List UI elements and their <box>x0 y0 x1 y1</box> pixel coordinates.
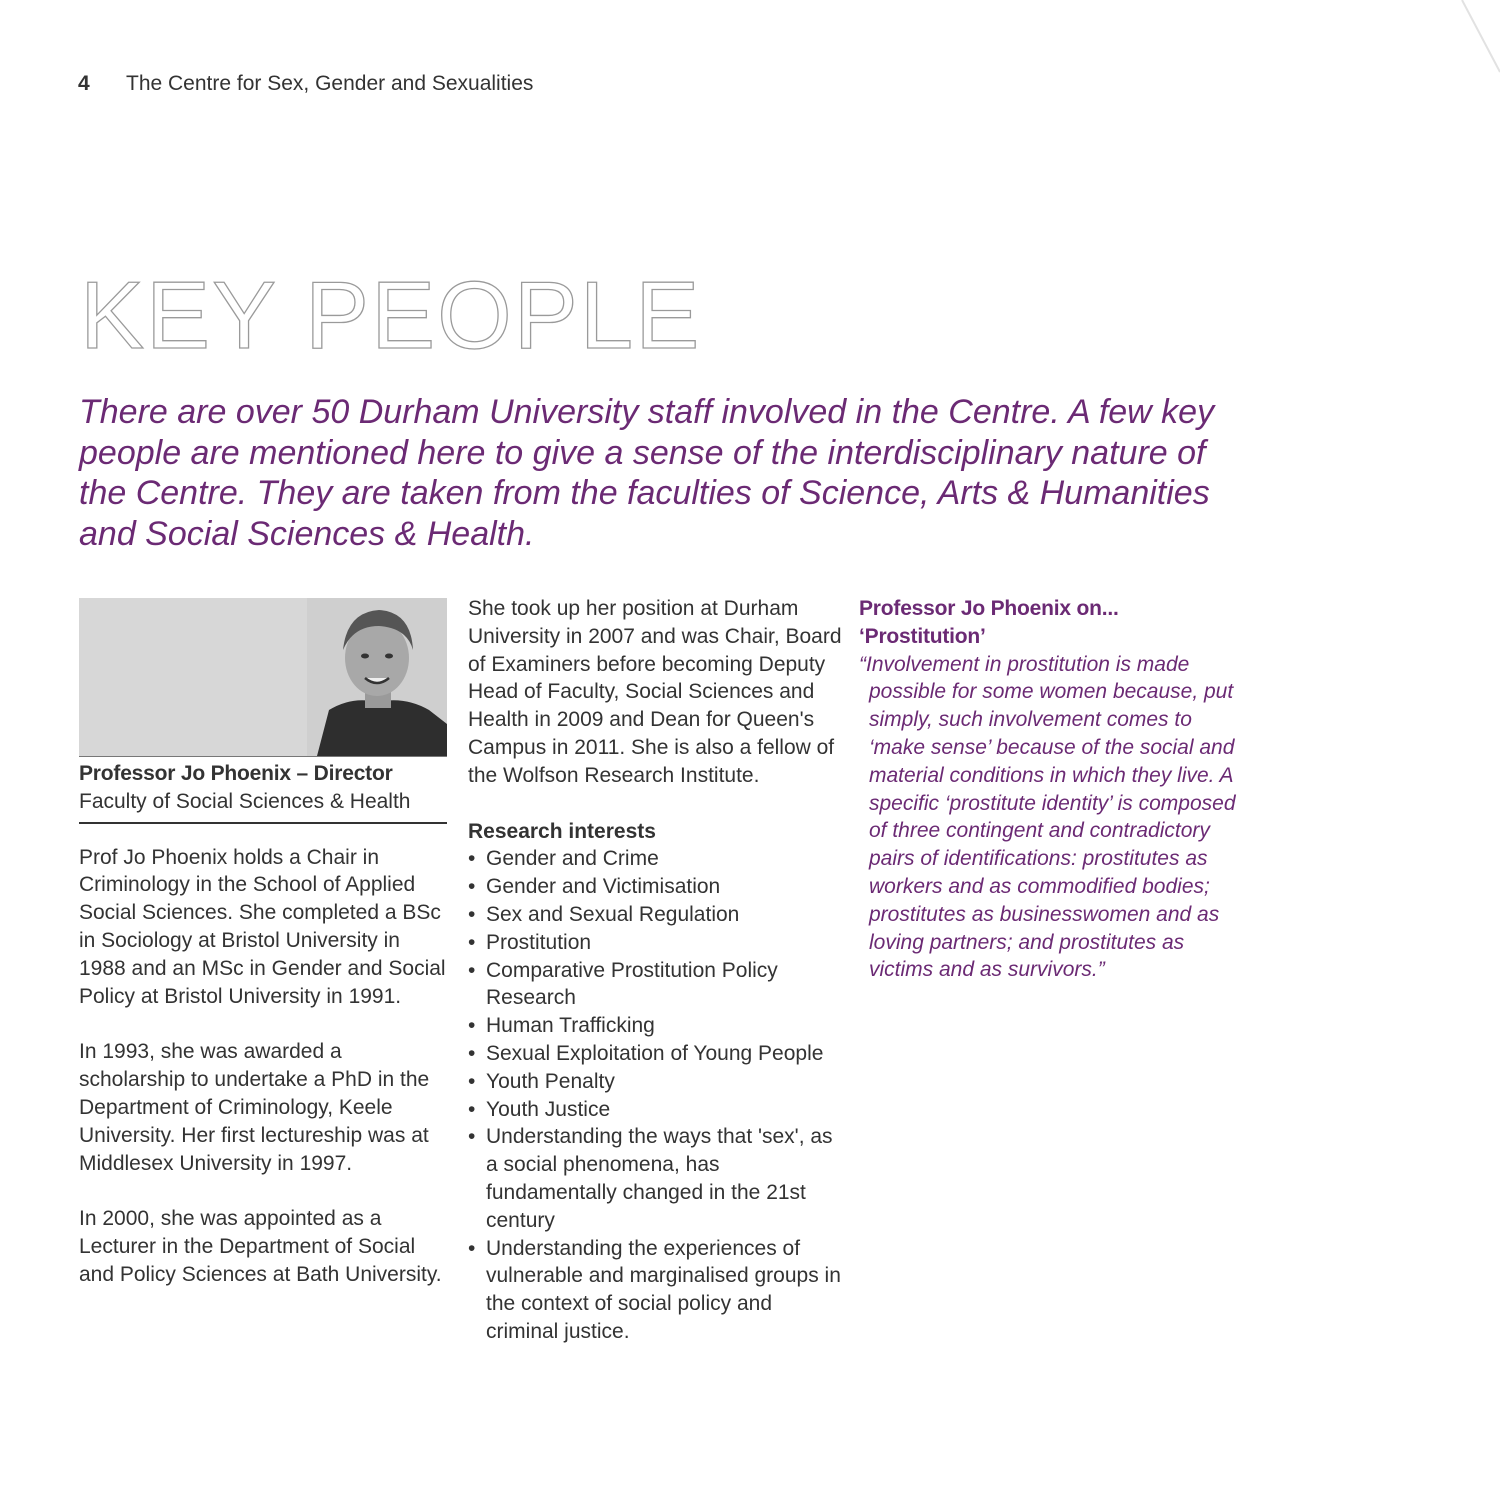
publication-title: The Centre for Sex, Gender and Sexualities <box>126 72 534 95</box>
list-item: • Gender and Victimisation <box>468 875 721 899</box>
section-title: KEY PEOPLE <box>80 262 702 369</box>
bio-paragraph: In 2000, she was appointed as a Lecturer in the Department of Social and Policy Sciences at Bath University. <box>79 1207 442 1286</box>
quote-column <box>859 595 1239 984</box>
list-item: • Gender and Crime <box>468 847 659 871</box>
intro-text: There are over 50 Durham University staff involved in the Centre. A few key people are mentioned here to give a sense of the interdisciplinary nature of the Centre. They are taken from the faculties of Science, Arts & Humanities and Social Sciences & Health. <box>79 393 1215 553</box>
bio-continued-column <box>468 595 848 1346</box>
profile-column <box>79 598 449 1317</box>
list-item: • Youth Penalty <box>468 1069 615 1093</box>
bio-paragraph: She took up her position at Durham University in 2007 and was Chair, Board of Examiners before becoming Deputy Head of Faculty, Social Sciences and Health in 2009 and Dean for Queen's Campus in 2011. She is also a fellow of the Wolfson Research Institute. <box>468 597 842 787</box>
list-item: • Sex and Sexual Regulation <box>468 902 740 926</box>
portrait-image <box>307 598 447 756</box>
quote-heading: Professor Jo Phoenix on... ‘Prostitution’ <box>859 597 1119 648</box>
list-item: • Understanding the experiences of vulnerable and marginalised groups in the context of social policy and criminal justice. <box>468 1236 841 1343</box>
profile-faculty: Faculty of Social Sciences & Health <box>79 789 411 813</box>
list-item: • Prostitution <box>468 930 592 954</box>
profile-photo <box>79 598 447 757</box>
divider <box>79 822 447 824</box>
list-item: • Understanding the ways that 'sex', as a social phenomena, has fundamentally changed in the 21st century <box>468 1125 833 1232</box>
profile-name: Professor Jo Phoenix – Director <box>79 762 393 785</box>
list-item: • Sexual Exploitation of Young People <box>468 1041 824 1065</box>
page-number: 4 <box>78 72 90 95</box>
research-heading: Research interests <box>468 819 656 843</box>
list-item: • Youth Justice <box>468 1097 611 1121</box>
research-list <box>468 845 848 1345</box>
page-header <box>78 72 533 96</box>
decorative-corner-line <box>0 0 1500 120</box>
list-item: • Human Trafficking <box>468 1014 655 1038</box>
quote-text: “Involvement in prostitution is made possible for some women because, put simply, such involvement comes to ‘make sense’ because of the social and material conditions in which they live. A specific ‘prostitute identity’ is composed of three contingent and contradictory pairs of identifications: prostitutes as workers and as commodified bodies; prostitutes as businesswomen and as loving partners; and prostitutes as victims and as survivors.” <box>859 652 1236 982</box>
list-item: • Comparative Prostitution Policy Research <box>468 958 778 1010</box>
bio-paragraph: Prof Jo Phoenix holds a Chair in Criminology in the School of Applied Social Sciences. She completed a BSc in Sociology at Bristol University in 1988 and an MSc in Gender and Social Policy at Bristol University in 1991. <box>79 845 446 1008</box>
bio-paragraph: In 1993, she was awarded a scholarship to undertake a PhD in the Department of Criminology, Keele University. Her first lectureship was at Middlesex University in 1997. <box>79 1040 430 1175</box>
